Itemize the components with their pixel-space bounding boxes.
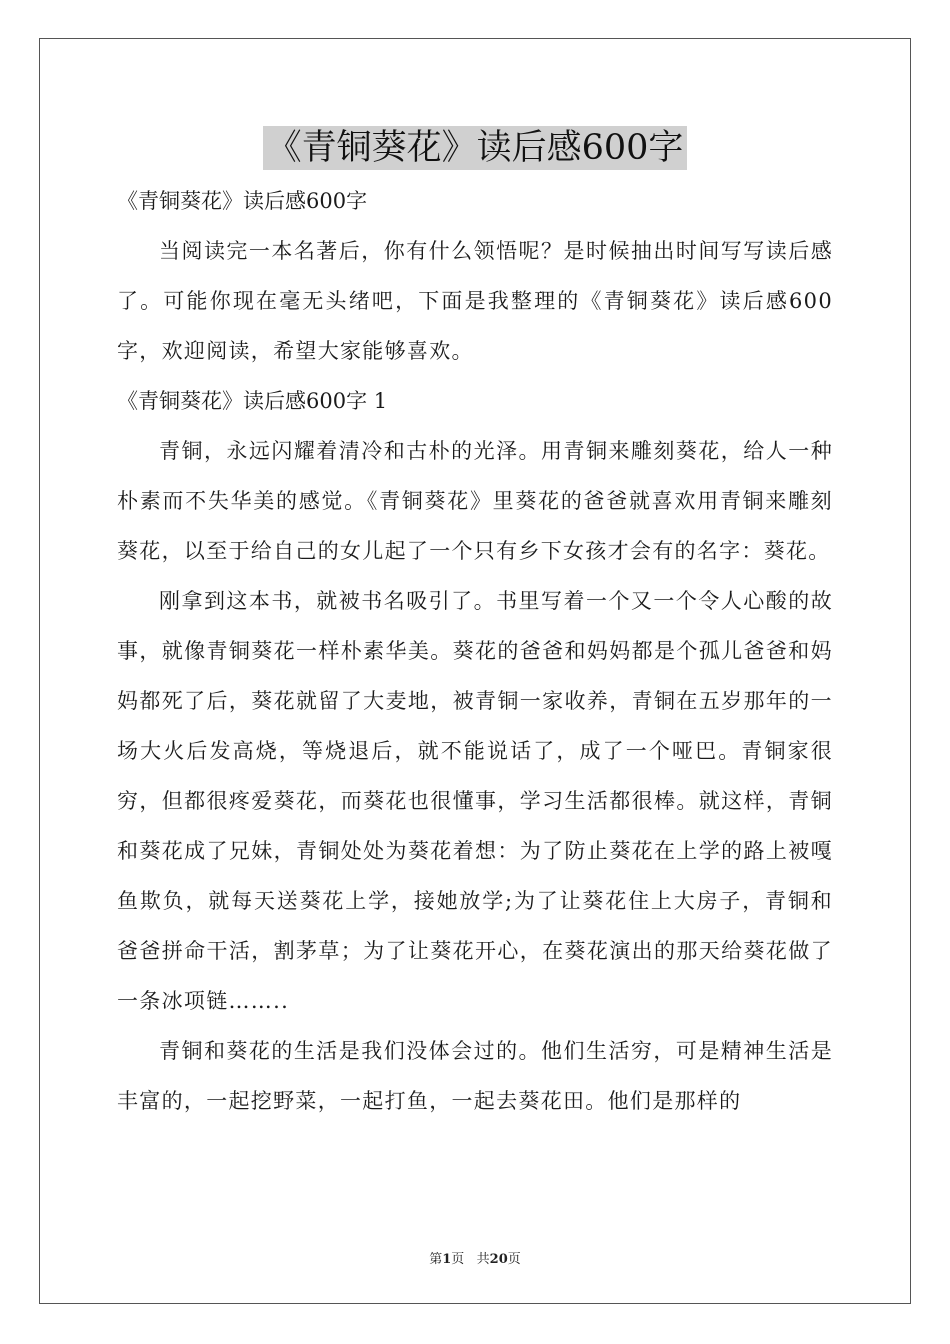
page-footer bbox=[0, 1248, 950, 1267]
footer-prefix: 第 bbox=[429, 1252, 443, 1267]
footer-current-page: 1 bbox=[442, 1252, 452, 1267]
document-body bbox=[117, 176, 833, 1126]
body-paragraph-2: 刚拿到这本书，就被书名吸引了。书里写着一个又一个令人心酸的故事，就像青铜葵花一样朴素华美。葵花的爸爸和妈妈都是个孤儿爸爸和妈妈都死了后，葵花就留了大麦地，被青铜一家收养，青铜在五岁那年的一场大火后发高烧，等烧退后，就不能说话了，成了一个哑巴。青铜家很穷，但都很疼爱葵花，而葵花也很懂事，学习生活都很棒。就这样，青铜和葵花成了兄妹，青铜处处为葵花着想：为了防止葵花在上学的路上被嘎鱼欺负，就每天送葵花上学，接她放学;为了让葵花住上大房子，青铜和爸爸拼命干活，割茅草；为了让葵花开心，在葵花演出的那天给葵花做了一条冰项链…….. bbox=[117, 589, 833, 1013]
title-container bbox=[0, 126, 950, 170]
footer-mid: 页 共 bbox=[451, 1252, 490, 1267]
footer-total-pages: 20 bbox=[489, 1252, 508, 1267]
intro-paragraph: 当阅读完一本名著后，你有什么领悟呢？是时候抽出时间写写读后感了。可能你现在毫无头绪吧，下面是我整理的《青铜葵花》读后感600字，欢迎阅读，希望大家能够喜欢。 bbox=[117, 239, 833, 363]
subheading-1: 《青铜葵花》读后感600字 bbox=[117, 189, 368, 213]
subheading-2: 《青铜葵花》读后感600字 1 bbox=[117, 389, 388, 413]
footer-suffix: 页 bbox=[507, 1252, 521, 1267]
document-title: 《青铜葵花》读后感600字 bbox=[263, 126, 688, 170]
body-paragraph-1: 青铜，永远闪耀着清冷和古朴的光泽。用青铜来雕刻葵花，给人一种朴素而不失华美的感觉。《青铜葵花》里葵花的爸爸就喜欢用青铜来雕刻葵花，以至于给自己的女儿起了一个只有乡下女孩才会有的名字：葵花。 bbox=[117, 439, 833, 563]
body-paragraph-3: 青铜和葵花的生活是我们没体会过的。他们生活穷，可是精神生活是丰富的，一起挖野菜，一起打鱼，一起去葵花田。他们是那样的 bbox=[117, 1039, 833, 1113]
